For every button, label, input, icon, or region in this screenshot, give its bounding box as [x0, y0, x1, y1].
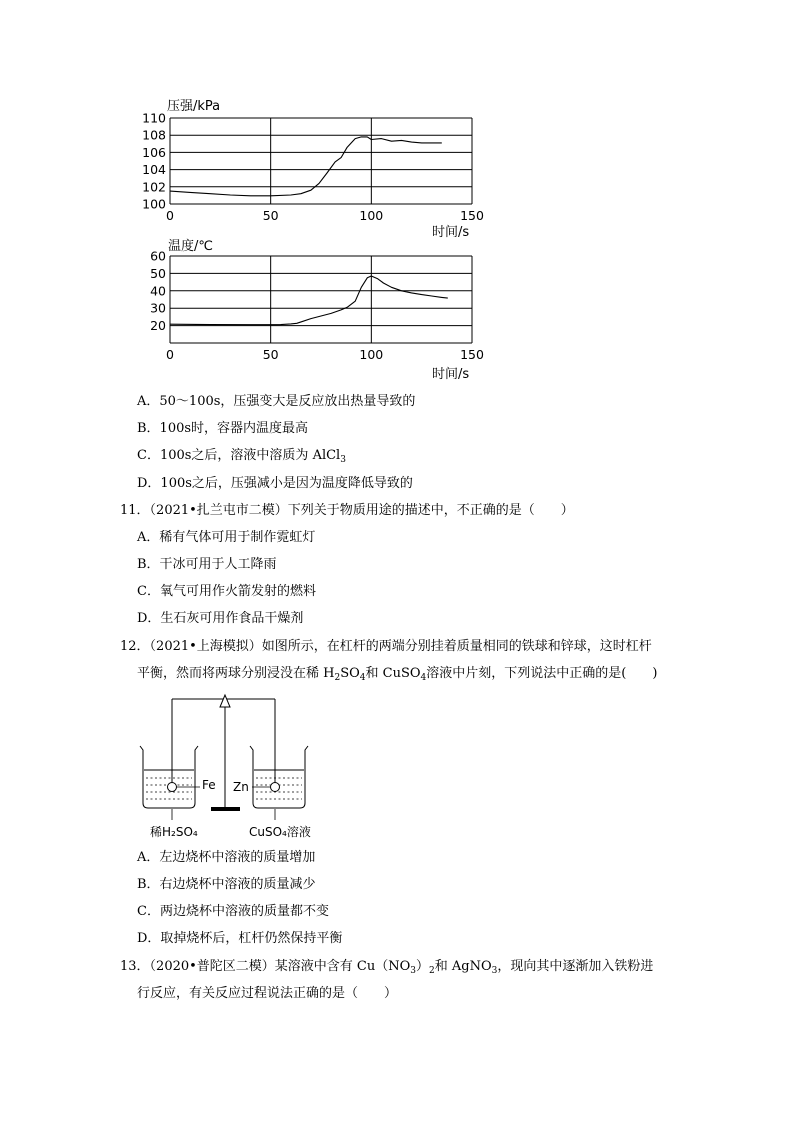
q12-option-c: C．两边烧杯中溶液的质量都不变: [137, 904, 329, 919]
temperature-ylabel: 温度/℃: [168, 239, 213, 254]
q12-sub-2: 2: [334, 673, 341, 683]
q13-stem-line2: 行反应，有关反应过程说法正确的是（ ）: [137, 986, 398, 1001]
q10-option-b: B．100s时，容器内温度最高: [137, 421, 309, 436]
q11-stem: 11．（2021•扎兰屯市二模）下列关于物质用途的描述中，不正确的是（ ）: [120, 503, 574, 518]
q13-sub-3b: 3: [491, 966, 498, 976]
q13-sub-3a: 3: [410, 966, 417, 976]
left-caption: 稀H₂SO₄: [150, 825, 198, 839]
q13-sub-2: 2: [429, 966, 435, 976]
zinc-ball: [271, 783, 280, 792]
stand-base: [211, 807, 240, 811]
temperature-x-tick-label: 0: [166, 347, 174, 362]
temperature-xlabel: 时间/s: [432, 367, 470, 382]
q10-option-a: A．50～100s，压强变大是反应放出热量导致的: [137, 394, 416, 409]
q11-option-c: C．氧气可用作火箭发射的燃料: [137, 584, 316, 599]
pressure-y-tick-label: 104: [142, 162, 166, 178]
fe-label: Fe: [202, 778, 216, 792]
temperature-y-tick-label: 60: [150, 248, 166, 264]
lever-beaker-figure: [130, 690, 330, 840]
temperature-x-tick-label: 100: [359, 347, 384, 362]
pressure-y-tick-label: 102: [142, 179, 166, 195]
temperature-y-tick-label: 30: [150, 300, 166, 316]
q12-sub-4b: 4: [420, 673, 427, 683]
pressure-ylabel: 压强/kPa: [167, 99, 221, 114]
pressure-y-tick-label: 108: [142, 127, 166, 143]
q10-option-c-text: C．100s之后，溶液中溶质为 AlCl: [137, 448, 341, 463]
q11-option-d: D．生石灰可用作食品干燥剂: [137, 611, 304, 626]
q13-stem-part-b: ）: [416, 959, 430, 974]
temperature-x-tick-label: 150: [460, 347, 484, 362]
q12-stem-line1: 12．（2021•上海模拟）如图所示，在杠杆的两端分别挂着质量相同的铁球和锌球，这时杠杆: [120, 639, 652, 654]
q10-option-d: D．100s之后，压强减小是因为温度降低导致的: [137, 476, 413, 491]
temperature-chart: [150, 238, 484, 382]
pressure-y-tick-label: 100: [142, 196, 166, 212]
q11-option-b: B．干冰可用于人工降雨: [137, 557, 277, 572]
temperature-y-tick-label: 20: [150, 318, 166, 334]
q12-stem-part-b: SO: [340, 666, 360, 681]
pressure-x-tick-label: 150: [460, 208, 484, 223]
pressure-y-tick-label: 110: [142, 110, 166, 126]
q12-stem-line2: [137, 664, 657, 684]
pressure-chart: [142, 99, 484, 240]
q13-stem-line1: [120, 957, 653, 977]
pressure-x-tick-label: 100: [359, 208, 384, 223]
q12-stem-part-a: 平衡，然而将两球分别浸没在稀 H: [137, 666, 335, 681]
q13-stem-part-c: 和 AgNO: [434, 959, 492, 974]
q12-stem-part-c: 和 CuSO: [365, 666, 421, 681]
q11-option-a: A．稀有气体可用于制作霓虹灯: [137, 530, 316, 545]
pressure-y-tick-label: 106: [142, 144, 166, 160]
iron-ball: [168, 783, 177, 792]
q12-option-d: D．取掉烧杯后，杠杆仍然保持平衡: [137, 931, 343, 946]
fulcrum-triangle: [220, 695, 230, 707]
zn-label: Zn: [233, 780, 249, 794]
charts-area: [0, 0, 794, 390]
temperature-y-tick-label: 50: [150, 265, 166, 281]
q12-option-b: B．右边烧杯中溶液的质量减少: [137, 877, 316, 892]
pressure-xlabel: 时间/s: [432, 225, 470, 240]
temperature-series-line: [170, 276, 448, 325]
pressure-x-tick-label: 50: [262, 208, 279, 223]
q10-option-c-sub: 3: [340, 455, 346, 465]
temperature-y-tick-label: 40: [150, 283, 166, 299]
q12-stem-part-d: 溶液中片刻，下列说法中正确的是( ): [426, 666, 658, 681]
pressure-x-tick-label: 0: [166, 208, 174, 223]
q12-option-a: A．左边烧杯中溶液的质量增加: [137, 850, 316, 865]
temperature-x-tick-label: 50: [262, 347, 279, 362]
right-caption: CuSO₄溶液: [249, 825, 311, 839]
q12-sub-4a: 4: [359, 673, 366, 683]
q10-option-c: [137, 446, 346, 466]
q13-stem-part-a: 13．（2020•普陀区二模）某溶液中含有 Cu（NO: [120, 959, 411, 974]
q13-stem-part-d: ，现向其中逐渐加入铁粉进: [497, 959, 654, 974]
